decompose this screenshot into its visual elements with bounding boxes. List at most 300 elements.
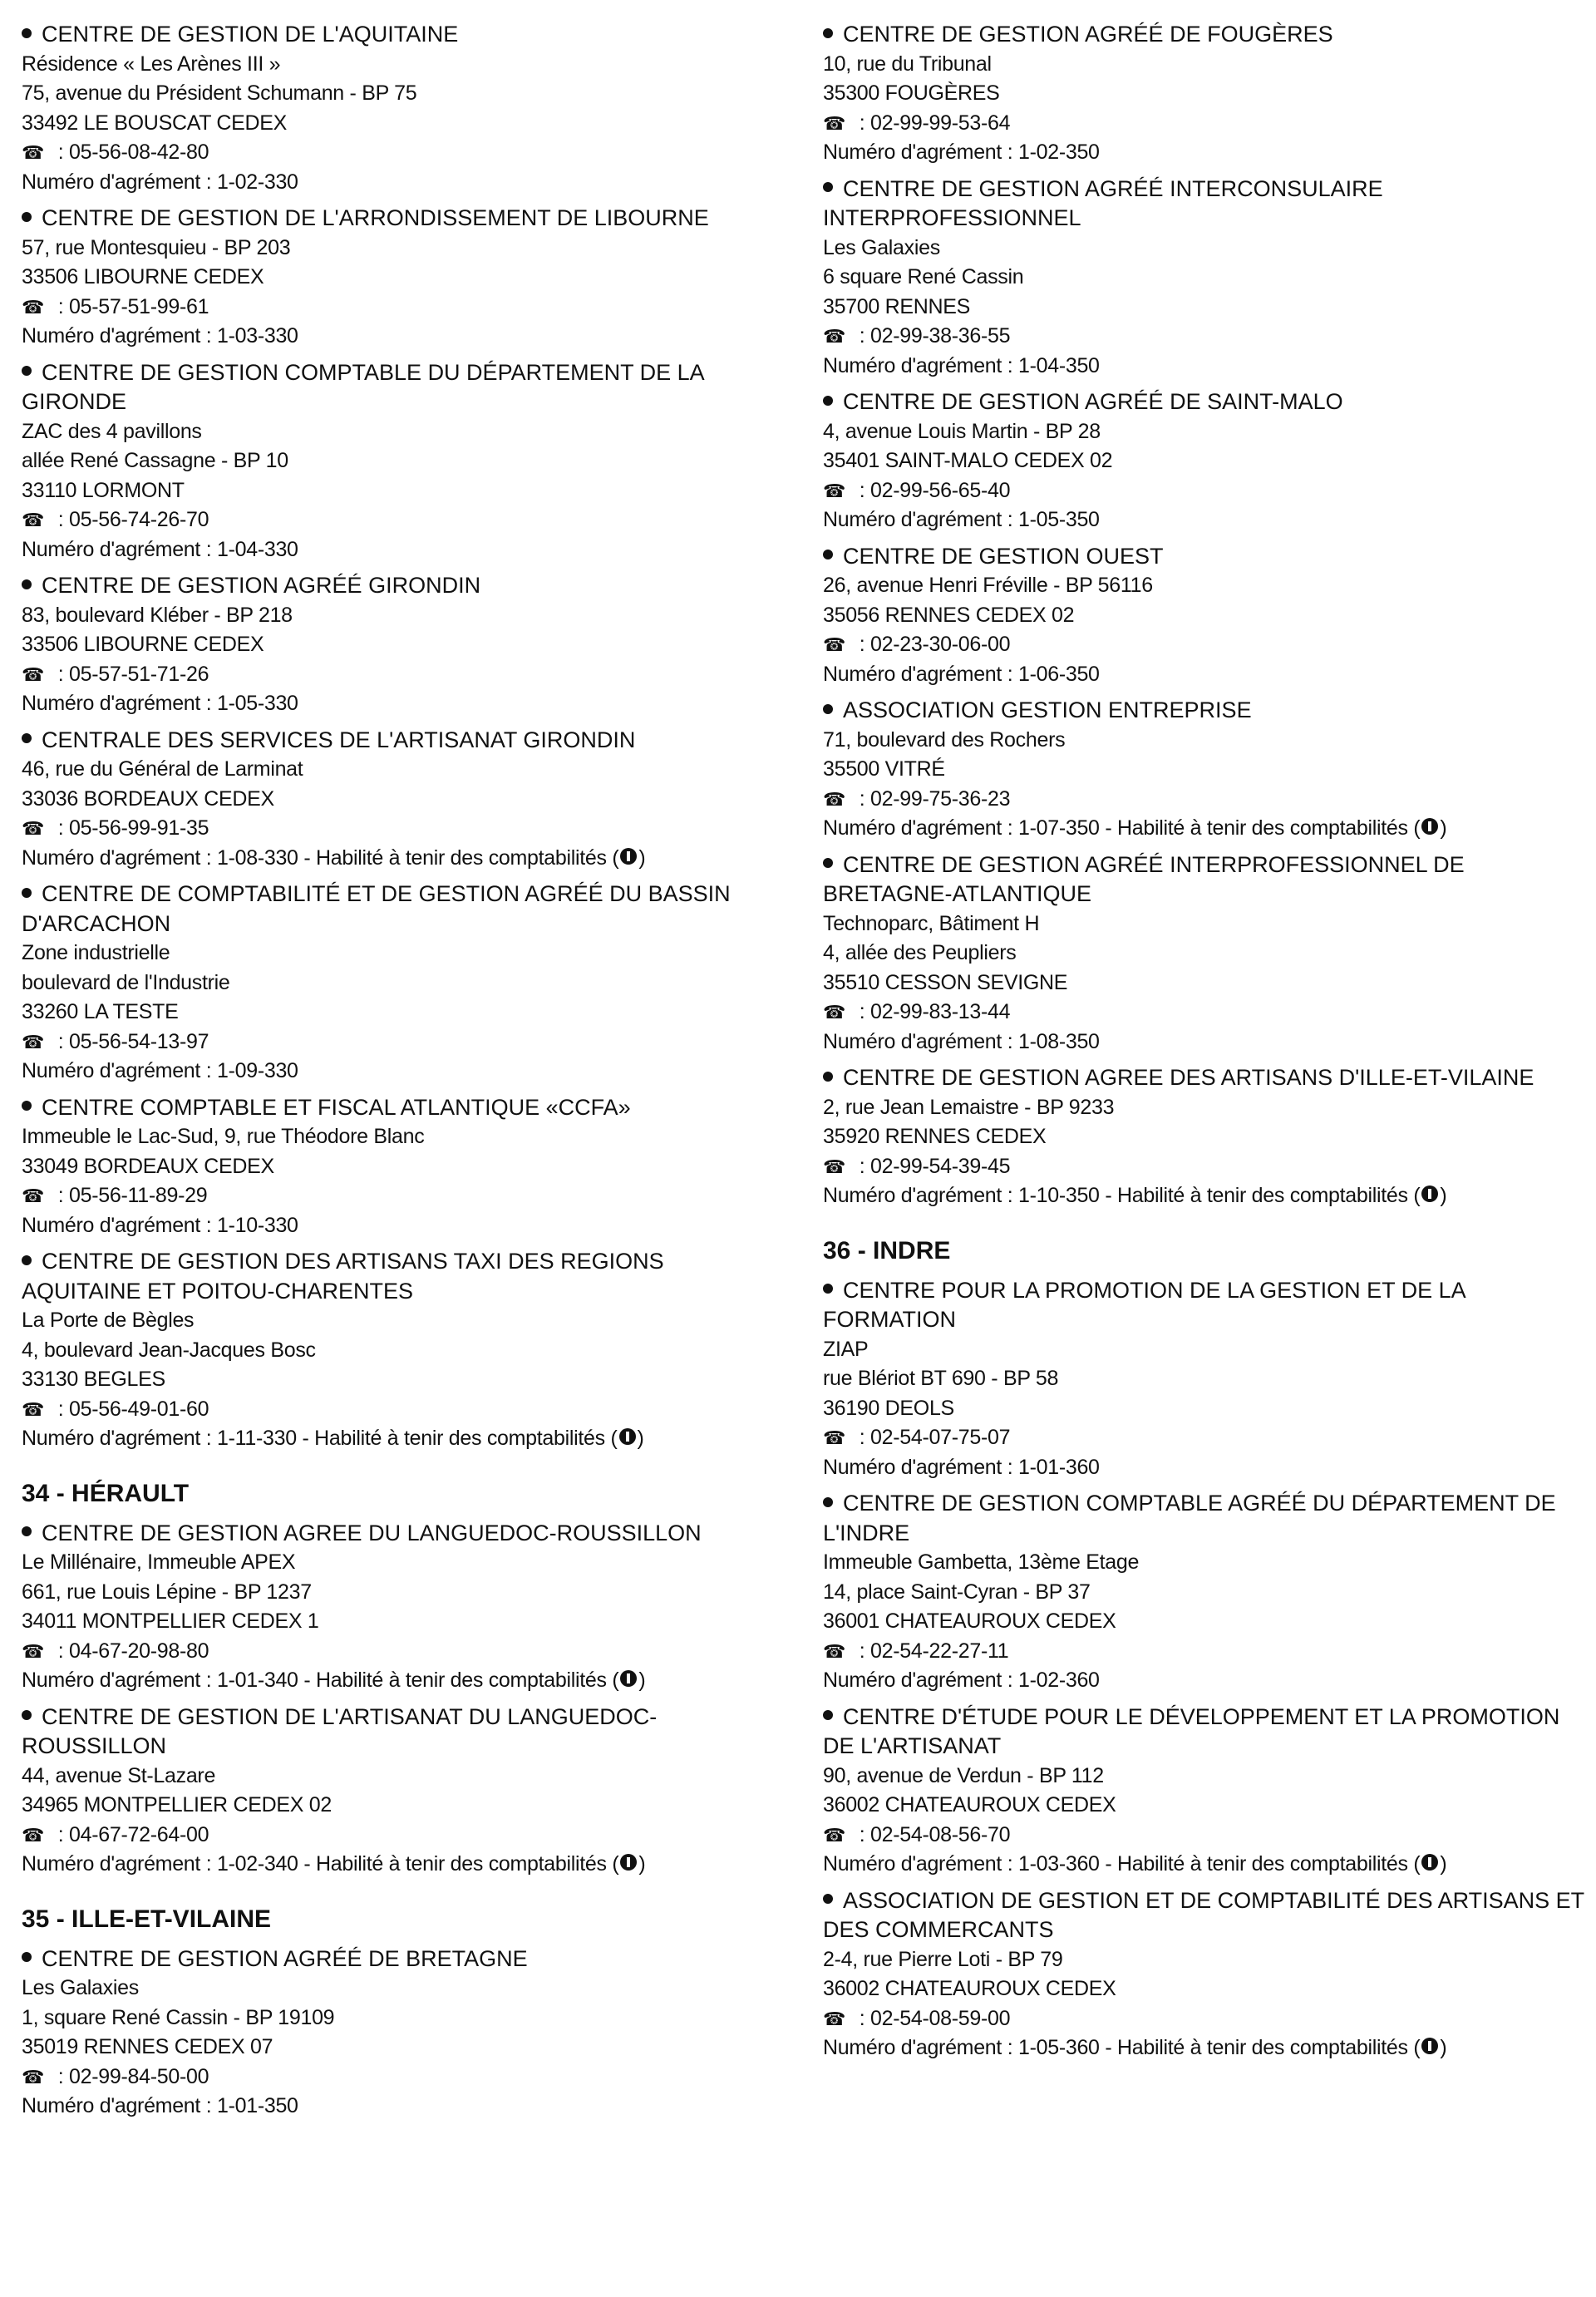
- habilite-symbol-icon: [1421, 1185, 1438, 1202]
- bullet-icon: [22, 1526, 32, 1536]
- phone-number: 05-57-51-71-26: [69, 662, 209, 686]
- address-line: 33036 BORDEAUX CEDEX: [22, 786, 274, 811]
- agrement-number: Numéro d'agrément : 1-05-350: [823, 508, 1100, 531]
- phone-prefix: :: [854, 1822, 871, 1846]
- phone-prefix: :: [52, 1184, 70, 1207]
- address-line: ZAC des 4 pavillons: [22, 419, 202, 443]
- habilite-text: - Habilité à tenir des comptabilités (: [298, 845, 619, 870]
- phone-line: [823, 785, 1588, 815]
- bullet-icon: [823, 1894, 833, 1904]
- bullet-icon: [823, 1497, 833, 1507]
- habilite-close: ): [637, 1427, 644, 1450]
- address-line: 35019 RENNES CEDEX 07: [22, 2035, 273, 2058]
- telephone-icon: ☎: [823, 788, 846, 810]
- bullet-icon: [22, 1952, 32, 1962]
- phone-number: 05-56-49-01-60: [69, 1397, 209, 1421]
- directory-entry: [823, 20, 1588, 168]
- address-line: 34011 MONTPELLIER CEDEX 1: [22, 1609, 319, 1633]
- address-line: 71, boulevard des Rochers: [823, 727, 1066, 752]
- agrement-number: Numéro d'agrément : 1-10-350: [823, 1184, 1100, 1207]
- entry-name: CENTRE DE GESTION COMPTABLE DU DÉPARTEMENT DE LA GIRONDE: [22, 359, 704, 414]
- address-line: 4, boulevard Jean-Jacques Bosc: [22, 1338, 316, 1362]
- address-line: allée René Cassagne - BP 10: [22, 449, 288, 472]
- habilite-text: - Habilité à tenir des comptabilités (: [296, 1427, 618, 1450]
- bullet-icon: [823, 1710, 833, 1720]
- phone-number: 05-56-08-42-80: [69, 140, 209, 164]
- habilite-close: ): [638, 845, 646, 870]
- entry-name-line: [22, 1945, 786, 1974]
- bullet-icon: [22, 888, 32, 898]
- telephone-icon: ☎: [22, 296, 45, 318]
- habilite-symbol-icon: [620, 848, 637, 865]
- address-line: Le Millénaire, Immeuble APEX: [22, 1550, 296, 1574]
- directory-entry: [22, 358, 786, 565]
- address-line: 35700 RENNES: [823, 294, 971, 318]
- directory-entry: [22, 1703, 786, 1880]
- address-line: 36002 CHATEAUROUX CEDEX: [823, 1793, 1116, 1816]
- phone-number: 02-99-99-53-64: [870, 111, 1011, 135]
- directory-entry: [823, 1063, 1588, 1211]
- entry-name-line: [823, 20, 1588, 50]
- directory-entry: [22, 1247, 786, 1454]
- habilite-close: ): [638, 1852, 646, 1876]
- agrement-number: Numéro d'agrément : 1-03-360: [823, 1852, 1100, 1876]
- bullet-icon: [823, 1284, 833, 1294]
- entry-name: CENTRE DE GESTION AGREE DU LANGUEDOC-ROUSSILLON: [42, 1520, 702, 1545]
- phone-number: 04-67-20-98-80: [69, 1639, 209, 1663]
- phone-line: [22, 660, 786, 690]
- phone-prefix: :: [854, 633, 871, 656]
- agrement-line: [823, 1181, 1588, 1211]
- address-line: Les Galaxies: [22, 1976, 139, 1999]
- entry-name: CENTRE DE GESTION DE L'ARRONDISSEMENT DE LIBOURNE: [42, 205, 709, 230]
- address-line: 35920 RENNES CEDEX: [823, 1125, 1047, 1148]
- telephone-icon: ☎: [22, 1640, 45, 1662]
- entry-name: CENTRE DE GESTION DE L'AQUITAINE: [42, 22, 459, 47]
- telephone-icon: ☎: [22, 818, 45, 839]
- address-line: 33492 LE BOUSCAT CEDEX: [22, 111, 288, 135]
- agrement-number: Numéro d'agrément : 1-01-350: [22, 2094, 298, 2117]
- phone-number: 02-54-07-75-07: [870, 1426, 1011, 1449]
- phone-number: 05-56-11-89-29: [69, 1184, 208, 1207]
- phone-prefix: :: [854, 786, 871, 811]
- agrement-line: [823, 505, 1588, 535]
- entry-name: CENTRE DE GESTION AGRÉÉ GIRONDIN: [42, 573, 481, 598]
- telephone-icon: ☎: [22, 142, 45, 163]
- address-line: 36190 DEOLS: [823, 1396, 954, 1420]
- bullet-icon: [22, 1255, 32, 1265]
- phone-prefix: :: [52, 1822, 70, 1846]
- left-column: [22, 20, 786, 2128]
- entry-name: CENTRE DE GESTION AGRÉÉ DE SAINT-MALO: [843, 389, 1343, 414]
- phone-number: 02-99-75-36-23: [870, 786, 1011, 811]
- agrement-line: [823, 138, 1588, 168]
- section-heading: 36 - INDRE: [823, 1236, 951, 1264]
- agrement-line: [823, 2033, 1588, 2063]
- agrement-number: Numéro d'agrément : 1-10-330: [22, 1213, 298, 1237]
- entry-name-line: [823, 1886, 1588, 1945]
- habilite-text: - Habilité à tenir des comptabilités (: [298, 1852, 619, 1876]
- habilite-symbol-icon: [1421, 2038, 1438, 2054]
- agrement-number: Numéro d'agrément : 1-08-350: [823, 1029, 1100, 1053]
- address-line: 1, square René Cassin - BP 19109: [22, 2005, 335, 2029]
- directory-entry: [823, 696, 1588, 844]
- phone-number: 02-99-56-65-40: [870, 478, 1011, 502]
- address-line: 35500 VITRÉ: [823, 757, 945, 781]
- entry-name-line: [22, 20, 786, 50]
- phone-line: [823, 2004, 1588, 2034]
- habilite-symbol-icon: [620, 1854, 637, 1871]
- agrement-line: [823, 1453, 1588, 1483]
- address-line: 33260 LA TESTE: [22, 1000, 179, 1023]
- entry-name-line: [22, 1519, 786, 1549]
- phone-prefix: :: [52, 508, 70, 531]
- phone-number: 02-99-38-36-55: [870, 324, 1011, 348]
- address-line: 90, avenue de Verdun - BP 112: [823, 1763, 1104, 1787]
- entry-name-line: [22, 726, 786, 756]
- habilite-close: ): [1440, 816, 1447, 840]
- habilite-text: - Habilité à tenir des comptabilités (: [298, 1669, 619, 1692]
- agrement-number: Numéro d'agrément : 1-06-350: [823, 662, 1100, 686]
- phone-line: [22, 2063, 786, 2092]
- address-line: 36002 CHATEAUROUX CEDEX: [823, 1977, 1116, 2000]
- phone-number: 02-54-08-59-00: [870, 2006, 1011, 2030]
- phone-prefix: :: [52, 1639, 70, 1663]
- agrement-line: [823, 814, 1588, 844]
- phone-line: [22, 505, 786, 535]
- agrement-line: [823, 1666, 1588, 1696]
- phone-line: [823, 476, 1588, 506]
- address-line: 33506 LIBOURNE CEDEX: [22, 265, 264, 288]
- agrement-line: [823, 1028, 1588, 1057]
- bullet-icon: [823, 1072, 833, 1082]
- agrement-number: Numéro d'agrément : 1-04-350: [823, 353, 1100, 377]
- directory-entry: [823, 1489, 1588, 1696]
- agrement-line: [823, 1850, 1588, 1880]
- directory-entry: [22, 204, 786, 352]
- entry-name-line: [823, 387, 1588, 417]
- phone-prefix: :: [854, 2006, 871, 2030]
- directory-entry: [22, 571, 786, 719]
- entry-name: CENTRE DE GESTION AGRÉÉ INTERCONSULAIRE INTERPROFESSIONNEL: [823, 175, 1383, 230]
- telephone-icon: ☎: [823, 1640, 846, 1662]
- entry-name-line: [22, 1247, 786, 1306]
- habilite-close: ): [638, 1669, 646, 1692]
- agrement-number: Numéro d'agrément : 1-02-330: [22, 170, 298, 194]
- address-line: boulevard de l'Industrie: [22, 970, 230, 994]
- agrement-number: Numéro d'agrément : 1-05-360: [823, 2036, 1100, 2059]
- telephone-icon: ☎: [823, 1824, 846, 1846]
- agrement-number: Numéro d'agrément : 1-11-330: [22, 1427, 297, 1450]
- directory-entry: [823, 175, 1588, 382]
- address-line: 2-4, rue Pierre Loti - BP 79: [823, 1947, 1063, 1971]
- entry-name: CENTRE DE GESTION AGRÉÉ DE FOUGÈRES: [843, 22, 1333, 47]
- address-line: 6 square René Cassin: [823, 265, 1024, 288]
- address-line: 57, rue Montesquieu - BP 203: [22, 235, 291, 259]
- phone-prefix: :: [52, 2064, 70, 2088]
- section-heading: 34 - HÉRAULT: [22, 1479, 190, 1507]
- telephone-icon: ☎: [22, 1031, 45, 1052]
- address-line: 2, rue Jean Lemaistre - BP 9233: [823, 1095, 1115, 1119]
- directory-entry: [22, 726, 786, 874]
- entry-name-line: [823, 1489, 1588, 1548]
- agrement-number: Numéro d'agrément : 1-09-330: [22, 1059, 298, 1082]
- directory-entry: [22, 1945, 786, 2122]
- agrement-line: [22, 1211, 786, 1241]
- agrement-line: [22, 1424, 786, 1454]
- habilite-symbol-icon: [1421, 1854, 1438, 1871]
- address-line: 33049 BORDEAUX CEDEX: [22, 1154, 274, 1178]
- phone-number: 05-57-51-99-61: [69, 294, 209, 318]
- directory-entry: [823, 542, 1588, 690]
- habilite-text: - Habilité à tenir des comptabilités (: [1099, 2036, 1421, 2059]
- telephone-icon: ☎: [823, 1156, 846, 1177]
- agrement-number: Numéro d'agrément : 1-05-330: [22, 692, 298, 715]
- phone-prefix: :: [52, 294, 70, 318]
- telephone-icon: ☎: [823, 326, 846, 347]
- agrement-line: [22, 1850, 786, 1880]
- phone-line: [22, 138, 786, 168]
- address-line: 36001 CHATEAUROUX CEDEX: [823, 1609, 1116, 1633]
- address-line: 35056 RENNES CEDEX 02: [823, 603, 1075, 627]
- address-line: Immeuble le Lac-Sud, 9, rue Théodore Blanc: [22, 1125, 425, 1148]
- entry-name: CENTRE DE GESTION DES ARTISANS TAXI DES REGIONS AQUITAINE ET POITOU-CHARENTES: [22, 1249, 664, 1304]
- entry-name: ASSOCIATION GESTION ENTREPRISE: [843, 697, 1252, 722]
- phone-prefix: :: [52, 816, 70, 840]
- directory-entry: [823, 1886, 1588, 2063]
- bullet-icon: [22, 733, 32, 743]
- agrement-line: [22, 535, 786, 565]
- telephone-icon: ☎: [22, 1185, 45, 1206]
- bullet-icon: [22, 28, 32, 38]
- phone-prefix: :: [52, 140, 70, 164]
- address-line: 75, avenue du Président Schumann - BP 75: [22, 81, 417, 105]
- phone-number: 02-23-30-06-00: [870, 633, 1011, 656]
- agrement-line: [22, 689, 786, 719]
- phone-number: 04-67-72-64-00: [69, 1822, 209, 1846]
- telephone-icon: ☎: [22, 1824, 45, 1846]
- agrement-number: Numéro d'agrément : 1-01-360: [823, 1455, 1100, 1479]
- entry-name-line: [823, 542, 1588, 572]
- entry-name: CENTRE D'ÉTUDE POUR LE DÉVELOPPEMENT ET LA PROMOTION DE L'ARTISANAT: [823, 1703, 1560, 1758]
- address-line: 35300 FOUGÈRES: [823, 81, 1000, 105]
- directory-entry: [823, 387, 1588, 535]
- agrement-line: [823, 352, 1588, 382]
- entry-name: CENTRE DE GESTION OUEST: [843, 543, 1164, 569]
- phone-line: [823, 322, 1588, 352]
- phone-number: 02-99-84-50-00: [69, 2064, 209, 2088]
- agrement-line: [22, 844, 786, 874]
- habilite-symbol-icon: [620, 1670, 637, 1687]
- entry-name-line: [22, 1093, 786, 1123]
- habilite-close: ): [1440, 2036, 1447, 2059]
- entry-name-line: [823, 696, 1588, 726]
- habilite-text: - Habilité à tenir des comptabilités (: [1099, 1852, 1421, 1876]
- address-line: 33110 LORMONT: [22, 478, 185, 502]
- phone-prefix: :: [854, 1639, 871, 1663]
- address-line: 35401 SAINT-MALO CEDEX 02: [823, 449, 1113, 472]
- telephone-icon: ☎: [22, 1398, 45, 1420]
- habilite-close: ): [1440, 1852, 1447, 1876]
- agrement-line: [22, 1057, 786, 1087]
- entry-name-line: [22, 1703, 786, 1762]
- agrement-line: [22, 1666, 786, 1696]
- address-line: 14, place Saint-Cyran - BP 37: [823, 1580, 1091, 1604]
- telephone-icon: ☎: [823, 480, 846, 501]
- phone-line: [823, 630, 1588, 660]
- phone-line: [823, 1821, 1588, 1851]
- phone-number: 02-99-83-13-44: [870, 1000, 1011, 1023]
- entry-name-line: [823, 1276, 1588, 1335]
- phone-prefix: :: [854, 1154, 871, 1178]
- phone-prefix: :: [854, 1000, 871, 1023]
- directory-entry: [22, 20, 786, 197]
- address-line: 26, avenue Henri Fréville - BP 56116: [823, 574, 1153, 597]
- phone-line: [22, 1395, 786, 1425]
- agrement-number: Numéro d'agrément : 1-04-330: [22, 537, 298, 561]
- phone-number: 02-54-22-27-11: [870, 1639, 1009, 1663]
- bullet-icon: [823, 182, 833, 192]
- phone-number: 05-56-54-13-97: [69, 1029, 209, 1053]
- section-heading: 35 - ILLE-ET-VILAINE: [22, 1905, 272, 1933]
- directory-entry: [22, 1093, 786, 1241]
- phone-number: 05-56-99-91-35: [69, 816, 209, 840]
- address-line: rue Blériot BT 690 - BP 58: [823, 1367, 1059, 1390]
- phone-number: 02-99-54-39-45: [870, 1154, 1011, 1178]
- entry-name: CENTRE DE GESTION AGRÉÉ DE BRETAGNE: [42, 1945, 528, 1971]
- bullet-icon: [823, 858, 833, 868]
- address-line: Technoparc, Bâtiment H: [823, 911, 1040, 935]
- entry-name-line: [22, 571, 786, 601]
- entry-name: CENTRE DE GESTION COMPTABLE AGRÉÉ DU DÉPARTEMENT DE L'INDRE: [823, 1491, 1556, 1545]
- address-line: ZIAP: [823, 1337, 869, 1361]
- phone-line: [22, 293, 786, 323]
- agrement-number: Numéro d'agrément : 1-08-330: [22, 845, 298, 870]
- address-line: Les Galaxies: [823, 235, 940, 259]
- agrement-line: [823, 660, 1588, 690]
- entry-name: CENTRALE DES SERVICES DE L'ARTISANAT GIRONDIN: [42, 727, 636, 752]
- directory-entry: [22, 880, 786, 1087]
- phone-number: 05-56-74-26-70: [69, 508, 209, 531]
- agrement-number: Numéro d'agrément : 1-02-360: [823, 1669, 1100, 1692]
- phone-line: [823, 998, 1588, 1028]
- address-line: Zone industrielle: [22, 941, 170, 964]
- bullet-icon: [22, 579, 32, 589]
- phone-prefix: :: [52, 1397, 70, 1421]
- address-line: Résidence « Les Arènes III »: [22, 52, 281, 76]
- entry-name: ASSOCIATION DE GESTION ET DE COMPTABILITÉ DES ARTISANS ET DES COMMERCANTS: [823, 1887, 1584, 1942]
- address-line: 4, avenue Louis Martin - BP 28: [823, 419, 1101, 443]
- habilite-symbol-icon: [1421, 818, 1438, 835]
- habilite-close: ): [1440, 1184, 1447, 1207]
- address-line: 35510 CESSON SEVIGNE: [823, 970, 1068, 994]
- phone-line: [22, 1028, 786, 1057]
- agrement-number: Numéro d'agrément : 1-02-350: [823, 140, 1100, 164]
- agrement-number: Numéro d'agrément : 1-07-350: [823, 816, 1100, 840]
- phone-number: 02-54-08-56-70: [870, 1822, 1011, 1846]
- bullet-icon: [22, 1101, 32, 1111]
- entry-name: CENTRE DE GESTION DE L'ARTISANAT DU LANGUEDOC-ROUSSILLON: [22, 1703, 658, 1758]
- phone-prefix: :: [854, 1426, 871, 1449]
- address-line: 46, rue du Général de Larminat: [22, 757, 303, 781]
- address-line: La Porte de Bègles: [22, 1309, 195, 1332]
- agrement-number: Numéro d'agrément : 1-03-330: [22, 324, 298, 348]
- phone-line: [22, 1821, 786, 1851]
- bullet-icon: [823, 550, 833, 559]
- telephone-icon: ☎: [823, 112, 846, 134]
- agrement-line: [22, 168, 786, 198]
- phone-line: [22, 1181, 786, 1211]
- agrement-line: [22, 322, 786, 352]
- right-column: [823, 20, 1588, 2070]
- telephone-icon: ☎: [823, 2008, 846, 2029]
- bullet-icon: [22, 366, 32, 376]
- phone-line: [22, 1637, 786, 1667]
- phone-prefix: :: [854, 324, 871, 348]
- address-line: 44, avenue St-Lazare: [22, 1763, 216, 1787]
- address-line: 33130 BEGLES: [22, 1368, 165, 1391]
- bullet-icon: [823, 396, 833, 406]
- address-line: 10, rue du Tribunal: [823, 52, 992, 76]
- telephone-icon: ☎: [823, 1002, 846, 1023]
- telephone-icon: ☎: [22, 663, 45, 685]
- entry-name-line: [22, 204, 786, 234]
- entry-name-line: [823, 850, 1588, 909]
- bullet-icon: [823, 704, 833, 714]
- habilite-symbol-icon: [619, 1428, 636, 1445]
- telephone-icon: ☎: [823, 634, 846, 655]
- entry-name-line: [823, 1703, 1588, 1762]
- entry-name: CENTRE DE GESTION AGRÉÉ INTERPROFESSIONNEL DE BRETAGNE-ATLANTIQUE: [823, 851, 1465, 906]
- bullet-icon: [22, 1710, 32, 1720]
- habilite-text: - Habilité à tenir des comptabilités (: [1099, 816, 1421, 840]
- directory-entry: [22, 1519, 786, 1696]
- directory-entry: [823, 850, 1588, 1057]
- entry-name: CENTRE POUR LA PROMOTION DE LA GESTION ET DE LA FORMATION: [823, 1277, 1465, 1332]
- directory-entry: [823, 1276, 1588, 1483]
- agrement-number: Numéro d'agrément : 1-02-340: [22, 1852, 298, 1876]
- habilite-text: - Habilité à tenir des comptabilités (: [1099, 1184, 1421, 1207]
- entry-name-line: [823, 1063, 1588, 1093]
- entry-name: CENTRE COMPTABLE ET FISCAL ATLANTIQUE «CCFA»: [42, 1094, 631, 1120]
- telephone-icon: ☎: [823, 1427, 846, 1448]
- phone-line: [823, 1637, 1588, 1667]
- agrement-number: Numéro d'agrément : 1-01-340: [22, 1669, 298, 1692]
- phone-prefix: :: [52, 1029, 70, 1053]
- phone-line: [823, 1152, 1588, 1182]
- entry-name-line: [22, 880, 786, 939]
- address-line: Immeuble Gambetta, 13ème Etage: [823, 1550, 1140, 1574]
- address-line: 34965 MONTPELLIER CEDEX 02: [22, 1793, 332, 1816]
- entry-name: CENTRE DE GESTION AGREE DES ARTISANS D'ILLE-ET-VILAINE: [843, 1065, 1534, 1090]
- address-line: 661, rue Louis Lépine - BP 1237: [22, 1580, 312, 1604]
- entry-name-line: [823, 175, 1588, 234]
- address-line: 4, allée des Peupliers: [823, 941, 1017, 964]
- directory-entry: [823, 1703, 1588, 1880]
- telephone-icon: ☎: [22, 510, 45, 530]
- bullet-icon: [22, 212, 32, 222]
- bullet-icon: [823, 28, 833, 38]
- address-line: 83, boulevard Kléber - BP 218: [22, 603, 293, 627]
- telephone-icon: ☎: [22, 2066, 45, 2088]
- phone-prefix: :: [854, 478, 871, 502]
- phone-prefix: :: [52, 662, 70, 686]
- agrement-line: [22, 2092, 786, 2122]
- phone-line: [22, 814, 786, 844]
- entry-name: CENTRE DE COMPTABILITÉ ET DE GESTION AGRÉÉ DU BASSIN D'ARCACHON: [22, 881, 731, 936]
- phone-line: [823, 1423, 1588, 1453]
- phone-prefix: :: [854, 111, 871, 135]
